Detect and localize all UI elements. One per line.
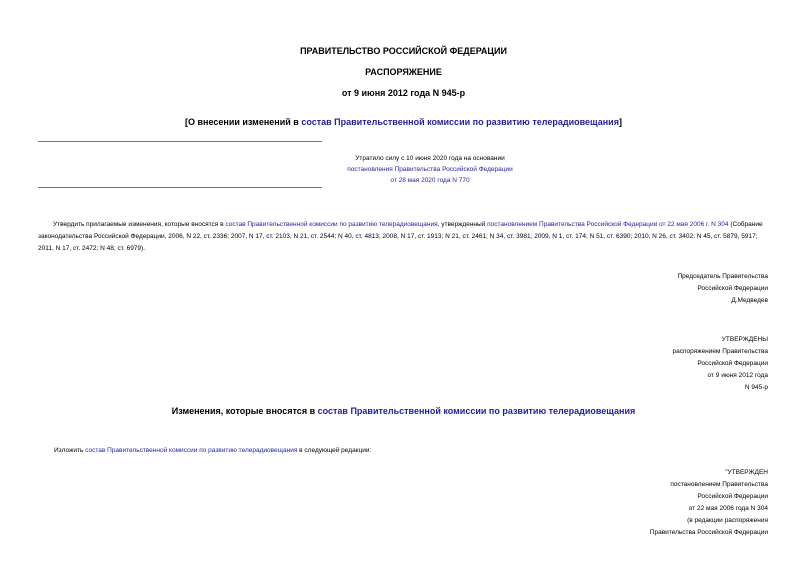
approved2-line3: Российской Федерации bbox=[697, 493, 768, 500]
main-paragraph bbox=[38, 219, 771, 255]
signature-block bbox=[677, 271, 768, 307]
title-link[interactable]: состав Правительственной комиссии по развитию телерадиовещания bbox=[301, 117, 619, 127]
changes-heading-link[interactable]: состав Правительственной комиссии по развитию телерадиовещания bbox=[317, 406, 636, 416]
para-text-a: Утвердить прилагаемые изменения, которые вносятся в bbox=[53, 221, 226, 228]
repeal-link-date[interactable]: от 28 мая 2020 года N 770 bbox=[390, 177, 470, 184]
government-title: ПРАВИТЕЛЬСТВО РОССИЙСКОЙ ФЕДЕРАЦИИ bbox=[300, 46, 507, 56]
title-suffix: ] bbox=[618, 117, 622, 127]
repeal-link-decree[interactable]: постановления Правительства Российской Федерации bbox=[347, 166, 513, 173]
approved-line2: распоряжением Правительства bbox=[672, 348, 768, 355]
approved-block-2 bbox=[650, 467, 768, 539]
document-date-number: от 9 июня 2012 года N 945-р bbox=[341, 88, 466, 98]
approved2-line4: от 22 мая 2006 года N 304 bbox=[688, 505, 768, 512]
approved-title: УТВЕРЖДЕНЫ bbox=[721, 336, 768, 343]
para-link-commission[interactable]: состав Правительственной комиссии по развитию телерадиовещания bbox=[225, 221, 438, 228]
signature-name: Д.Медведев bbox=[731, 297, 768, 304]
divider-top bbox=[38, 141, 322, 142]
document-title bbox=[0, 117, 807, 127]
changes-heading-prefix: Изменения, которые вносятся в bbox=[171, 406, 318, 416]
approved2-title: "УТВЕРЖДЕН bbox=[725, 469, 768, 476]
instruction-text-b: в следующей редакции: bbox=[297, 447, 372, 454]
para-link-decree[interactable]: постановлением Правительства Российской Федерации от 22 мая 2006 г. N 304 bbox=[487, 221, 729, 228]
title-prefix: [О внесении изменений в bbox=[185, 117, 302, 127]
repeal-text: Утратило силу с 10 июня 2020 года на основании bbox=[355, 155, 505, 162]
para-text-b: , утвержденный bbox=[437, 221, 488, 228]
repeal-note bbox=[250, 153, 610, 186]
approved-line5: N 945-р bbox=[744, 384, 768, 391]
divider-bottom bbox=[38, 187, 322, 188]
changes-heading bbox=[0, 406, 807, 416]
approved2-line2: постановлением Правительства bbox=[670, 481, 768, 488]
approved2-line6: Правительства Российской Федерации bbox=[649, 529, 768, 536]
signature-country: Российской Федерации bbox=[697, 285, 768, 292]
signature-position: Председатель Правительства bbox=[677, 273, 768, 280]
instruction-line bbox=[54, 445, 371, 457]
approved-block bbox=[673, 334, 768, 394]
para-text-c: (Собрание законодательства Российской Федерации, 2006, N 22, ст. 2336; 2007, N 17, ст. 2103, N 21, ст. 2544; N 40, ст. 4813; 2008, N 17, ст. 1913; N 21, ст. 2461; N 34, ст. 3981; 2009, N 1, ст. 174; N 51, ст. 6390; 2010, N 26, ст. 3402; N 45, ст. 5879, 5917; 2011, N 17, ст. 2472; N 48, ст. 6979). bbox=[38, 221, 763, 252]
document-type: РАСПОРЯЖЕНИЕ bbox=[365, 67, 442, 77]
approved-line3: Российской Федерации bbox=[697, 360, 768, 367]
approved2-line5: (в редакции распоряжения bbox=[687, 517, 768, 524]
instruction-link[interactable]: состав Правительственной комиссии по развитию телерадиовещания bbox=[85, 447, 298, 454]
approved-line4: от 9 июня 2012 года bbox=[707, 372, 768, 379]
instruction-text-a: Изложить bbox=[54, 447, 86, 454]
